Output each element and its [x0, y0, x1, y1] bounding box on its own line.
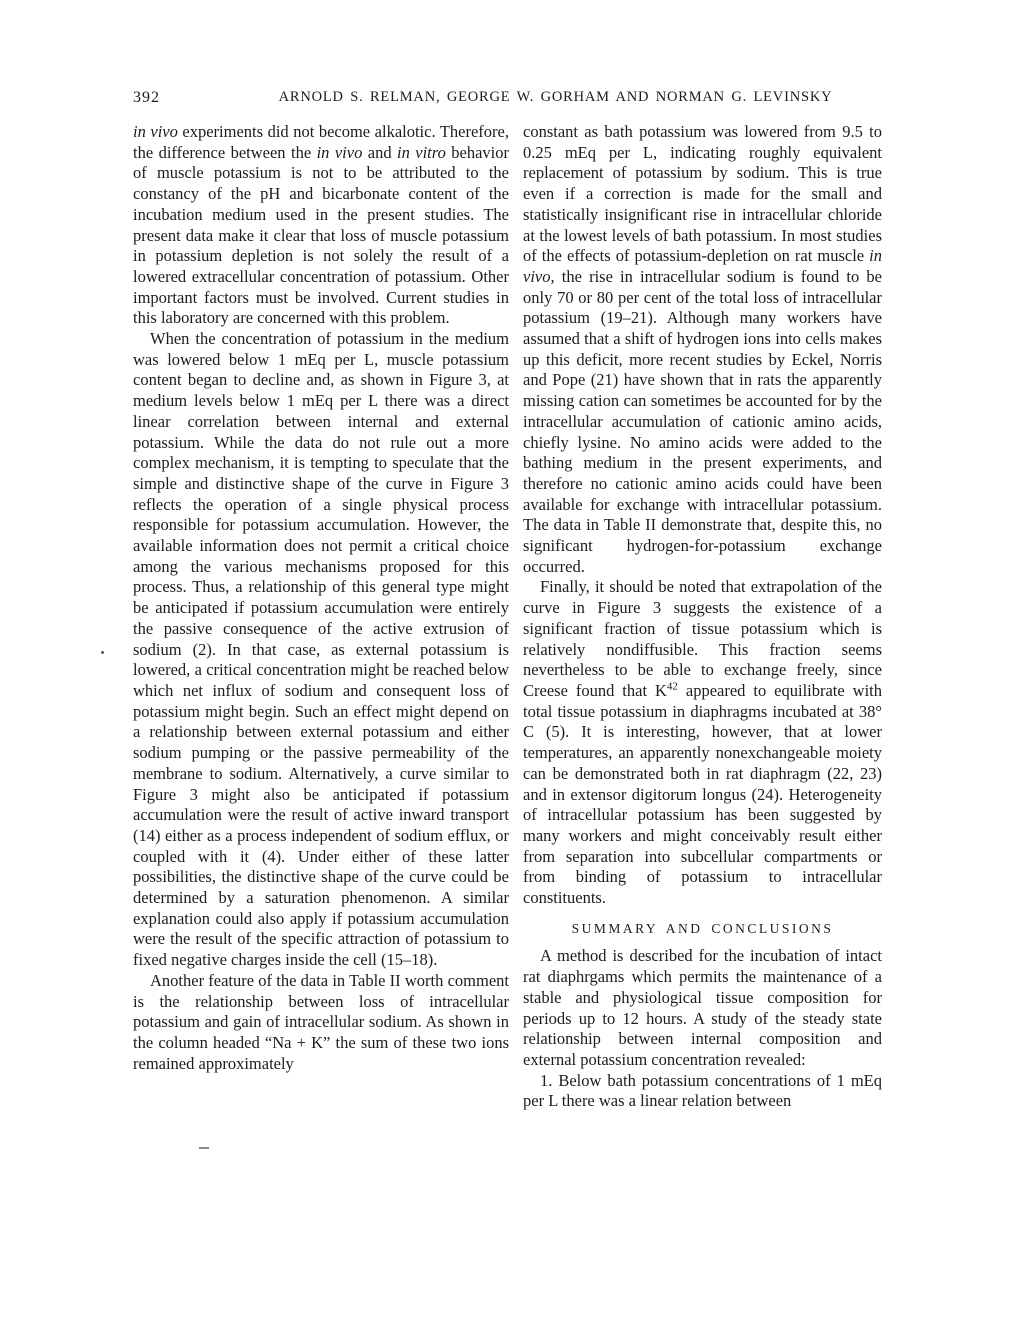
column-left [133, 122, 509, 1074]
running-head-authors: ARNOLD S. RELMAN, GEORGE W. GORHAM AND NORMAN G. LEVINSKY [278, 89, 833, 105]
paragraph: Another feature of the data in Table II worth comment is the relationship between loss of intracellular potassium and gain of intracellular sodium. As shown in the column headed “Na + K” the sum of these two ions remained approximately [133, 970, 509, 1073]
paragraph: Finally, it should be noted that extrapolation of the curve in Figure 3 suggests the existence of a significant fraction of tissue potassium which is relatively nondiffusible. This fraction seems nevertheless to be able to exchange freely, since Creese found that $K^{42}$ appeared to equilibrate with total tissue potassium in diaphragms incubated at 38° C (5). It is interesting, however, that at lower temperatures, an apparently nonexchangeable moiety can be demonstrated both in rat diaphragm (22, 23) and in extensor digitorum longus (24). Heterogeneity of intracellular potassium has been suggested by many workers and might conceivably result either from separation into subcellular compartments or from binding of potassium to intracellular constituents. [523, 577, 883, 908]
scan-artifact-dot [101, 651, 104, 654]
column-right [523, 122, 882, 1112]
paragraph: in vivo experiments did not become alkalotic. Therefore, the difference between the in vivo and in vitro behavior of muscle potassium is not to be attributed to the constancy of the pH and bicarbonate content of the incubation medium used in the present studies. The present data make it clear that loss of muscle potassium in potassium depletion is not solely the result of a lowered extracellular concentration of potassium. Other important factors must be involved. Current studies in this laboratory are concerned with this problem. [133, 122, 509, 328]
page-number: 392 [133, 89, 160, 106]
section-heading: SUMMARY AND CONCLUSIONS [571, 920, 834, 936]
running-header [133, 89, 882, 109]
scan-artifact-dash [199, 1147, 209, 1149]
paragraph: 1. Below bath potassium concentrations of 1 mEq per L there was a linear relation between [523, 1070, 882, 1111]
paragraph: When the concentration of potassium in the medium was lowered below 1 mEq per L, muscle potassium content began to decline and, as shown in Figure 3, at medium levels below 1 mEq per L there was a direct linear correlation between internal and external potassium. While the data do not rule out a more complex mechanism, it is tempting to speculate that the simple and distinctive shape of the curve in Figure 3 reflects the operation of a single physical process responsible for potassium accumulation. However, the available information does not permit a critical choice among the various mechanisms proposed for this process. Thus, a relationship of this general type might be anticipated if potassium accumulation were entirely the passive consequence of the active extrusion of sodium (2). In that case, as external potassium is lowered, a critical concentration might be reached below which net influx of sodium and consequent loss of potassium might begin. Such an effect might depend on a relationship between external potassium and either sodium pumping or the passive permeability of the membrane to sodium. Alternatively, a curve similar to Figure 3 might also be anticipated if potassium accumulation were the result of active inward transport (14) either as a process independent of sodium efflux, or coupled with it (4). Under either of these latter possibilities, the distinctive shape of the curve could be determined by a saturation phenomenon. A similar explanation could also apply if potassium accumulation were the result of the specific attraction of potassium to fixed negative charges inside the cell (15–18). [133, 329, 509, 970]
paragraph: constant as bath potassium was lowered from 9.5 to 0.25 mEq per L, indicating roughly equivalent replacement of potassium by sodium. This is true even if a correction is made for the small and statistically insignificant rise in intracellular chloride at the lowest levels of bath potassium. In most studies of the effects of potassium-depletion on rat muscle in vivo, the rise in intracellular sodium is found to be only 70 or 80 per cent of the total loss of intracellular potassium (19–21). Although many workers have assumed that a shift of hydrogen ions into cells makes up this deficit, more recent studies by Eckel, Norris and Pope (21) have shown that in rats the apparently missing cation can sometimes be accounted for by the intracellular accumulation of cationic amino acids, chiefly lysine. No amino acids were added to the bathing medium in the present experiments, and therefore no cationic amino acids could have been available for exchange with intracellular potassium. The data in Table II demonstrate that, despite this, no significant hydrogen-for-potassium exchange occurred. [523, 122, 882, 576]
paragraph: A method is described for the incubation of intact rat diaphrgams which permits the maintenance of a stable and physiological tissue composition for periods up to 12 hours. A study of the steady state relationship between internal composition and external potassium concentration revealed: [523, 946, 882, 1069]
